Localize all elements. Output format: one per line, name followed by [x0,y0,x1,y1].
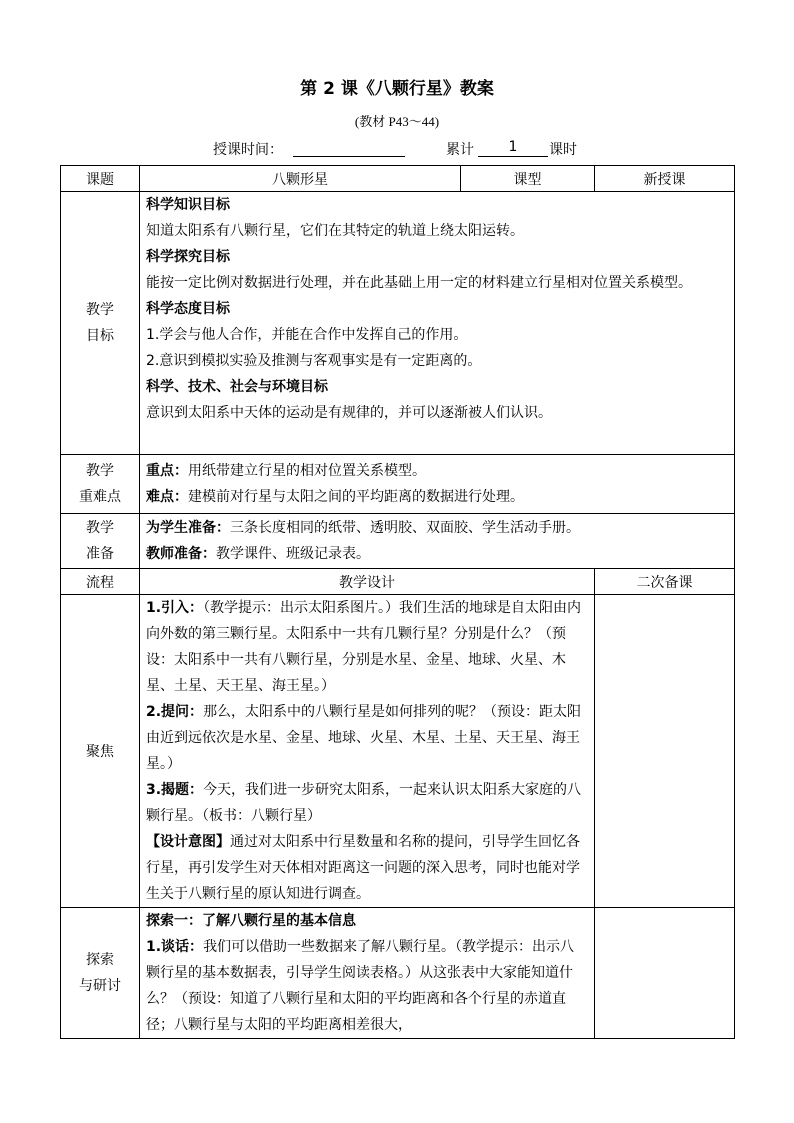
preparation-content: 为学生准备：三条长度相同的纸带、透明胶、双面胶、学生活动手册。 教师准备：教学课件、班级记录表。 [140,514,735,569]
second-prep-label: 二次备课 [595,569,735,595]
flow-label: 流程 [61,569,140,595]
topic-value: 八颗形星 [140,166,461,192]
type-label: 课型 [461,166,595,192]
key-points-label: 教学 重难点 [61,455,140,514]
topic-label: 课题 [61,166,140,192]
page-title: 第 2 课《八颗行星》教案 [300,79,494,99]
flow-header-row [61,569,735,595]
preparation-label: 教学 准备 [61,514,140,569]
time-label: 授课时间： [213,142,283,158]
goal-text-inquiry: 能按一定比例对数据进行处理，并在此基础上用一定的材料建立行星相对位置关系模型。 [146,275,692,291]
goal-heading-knowledge: 科学知识目标 [146,197,230,213]
lesson-plan-table [60,165,735,1039]
key-points-content: 重点：用纸带建立行星的相对位置关系模型。 难点：建模前对行星与太阳之间的平均距离的数据进行处理。 [140,455,735,514]
goal-heading-attitude: 科学态度目标 [146,301,230,317]
explore-content: 探索一：了解八颗行星的基本信息 1.谈话：我们可以借助一些数据来了解八颗行星。（教学提示：出示八颗行星的基本数据表，引导学生阅读表格。）从这张表中大家能知道什么？（预设：知道了八颗行星和太阳的平均距离和各个行星的赤道直径；八颗行星与太阳的平均距离相差很大， [140,908,595,1039]
design-label: 教学设计 [140,569,595,595]
type-value: 新授课 [595,166,735,192]
focus-second-prep [595,595,735,908]
goal-text-attitude-1: 1.学会与他人合作，并能在合作中发挥自己的作用。 [146,327,468,343]
goals-content [140,192,735,455]
goals-row [61,192,735,455]
time-blank [293,139,405,157]
cumulative-value: 1 [478,139,548,157]
goal-text-knowledge: 知道太阳系有八颗行星，它们在其特定的轨道上绕太阳运转。 [146,223,524,239]
focus-row [61,595,735,908]
goals-label: 教学 目标 [61,192,140,455]
explore-label: 探索 与研讨 [61,908,140,1039]
focus-label: 聚焦 [61,595,140,908]
period-label: 课时 [549,142,577,158]
explore-row [61,908,735,1039]
topic-row [61,166,735,192]
key-points-row [61,455,735,514]
goal-text-stse: 意识到太阳系中天体的运动是有规律的，并可以逐渐被人们认识。 [146,405,552,421]
textbook-pages: (教材 P43～44) [354,114,440,129]
preparation-row [61,514,735,569]
explore-second-prep [595,908,735,1039]
goal-heading-stse: 科学、技术、社会与环境目标 [146,379,328,395]
focus-content: 1.引入：（教学提示：出示太阳系图片。）我们生活的地球是自太阳由内向外数的第三颗行星。太阳系中一共有几颗行星？分别是什么？（预设：太阳系中一共有八颗行星，分别是水星、金星、地球、火星、木星、土星、天王星、海王星。） 2.提问：那么，太阳系中的八颗行星是如何排列的呢？（预设：距太阳由近到远依次是水星、金星、地球、火星、木星、土星、天王星、海王星。） 3.揭题：今天，我们进一步研究太阳系，一起来认识太阳系大家庭的八颗行星。（板书：八颗行星） 【设计意图】通过对太阳系中行星数量和名称的提问，引导学生回忆各行星，再引发学生对天体相对距离这一问题的深入思考，同时也能对学生关于八颗行星的原认知进行调查。 [140,595,595,908]
goal-heading-inquiry: 科学探究目标 [146,249,230,265]
cumulative-label: 累计 [446,142,474,158]
goal-text-attitude-2: 2.意识到模拟实验及推测与客观事实是有一定距离的。 [146,353,482,369]
